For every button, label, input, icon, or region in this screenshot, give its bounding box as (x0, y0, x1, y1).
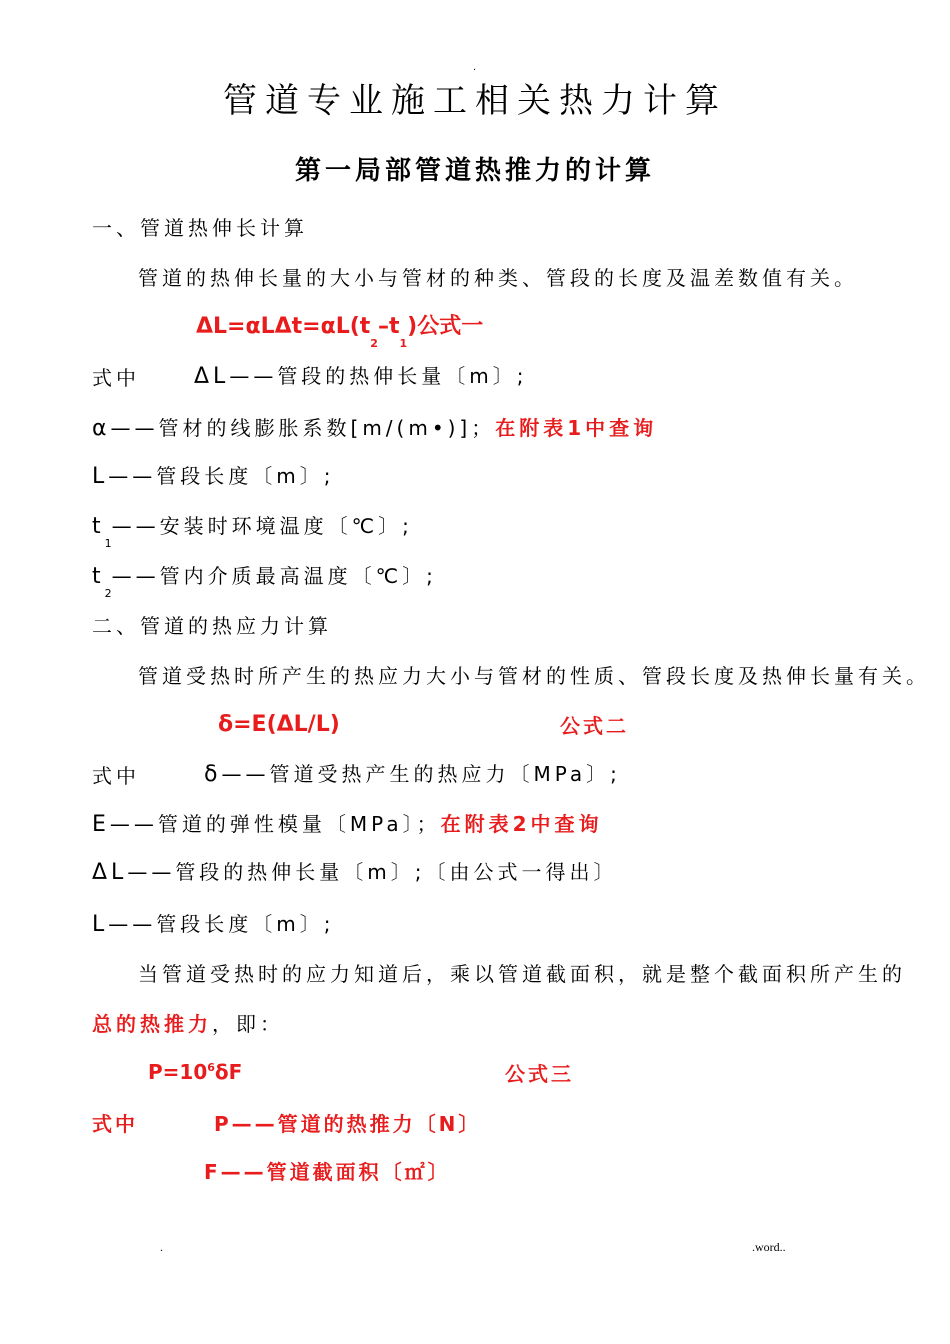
paragraph-total-thrust-cont (92, 1014, 284, 1034)
formula-1-minus: –t (377, 314, 400, 339)
formula-2-label: 公式二 (560, 714, 629, 738)
formula-1-sub2: 2 (370, 337, 378, 350)
footer-left: . (160, 1240, 163, 1254)
section1-heading: 一、管道热伸长计算 (92, 216, 308, 240)
total-thrust-tail: ，即： (212, 1012, 284, 1036)
alpha-symbol: α (92, 416, 111, 441)
alpha-note: 在附表1中查询 (495, 416, 658, 440)
delta-l-desc-2: ——管段的热伸长量〔m〕;〔由公式一得出〕 (127, 860, 618, 884)
alpha-desc: ——管材的线膨胀系数[m/(m•)]； (110, 416, 496, 440)
paragraph-total-thrust: 当管道受热时的应力知道后，乘以管道截面积，就是整个截面积所产生的 (138, 962, 906, 986)
formula-3-b: δF (214, 1060, 243, 1084)
delta-symbol: δ (204, 762, 222, 787)
footer-right: .word.. (752, 1240, 786, 1254)
l-symbol-2: L (92, 912, 109, 937)
total-thrust-highlight: 总的热推力 (92, 1012, 212, 1036)
t2-symbol: t (92, 564, 105, 589)
t1-symbol: t (92, 514, 105, 539)
t1-subscript: 1 (104, 537, 112, 550)
formula-3 (148, 1062, 242, 1082)
f-definition: F——管道截面积〔㎡〕 (204, 1160, 451, 1184)
page-title: 管道专业施工相关热力计算 (223, 81, 727, 121)
alpha-definition (92, 418, 657, 440)
delta-l-definition-2 (92, 862, 618, 884)
t2-definition (92, 564, 437, 600)
l-definition-1 (92, 466, 335, 488)
e-desc: ——管道的弹性模量〔MPa〕； (109, 812, 441, 836)
where-label-1: 式中 (92, 366, 140, 390)
formula-1 (196, 314, 484, 350)
l-definition-2 (92, 914, 335, 936)
header-dot: . (473, 62, 477, 73)
l-desc-1: ——管段长度〔m〕; (108, 464, 335, 488)
where-label-2: 式中 (92, 764, 140, 788)
formula-3-a: P=10 (148, 1060, 208, 1084)
e-note: 在附表2中查询 (440, 812, 603, 836)
delta-desc: ——管道受热产生的热应力〔MPa〕; (221, 762, 621, 786)
formula-3-sup: 6 (207, 1061, 215, 1074)
p-definition: P——管道的热推力〔N〕 (214, 1112, 482, 1136)
section-title: 第一局部管道热推力的计算 (294, 156, 655, 186)
t2-subscript: 2 (104, 587, 112, 600)
section2-intro: 管道受热时所产生的热应力大小与管材的性质、管段长度及热伸长量有关。 (138, 664, 930, 688)
section1-intro: 管道的热伸长量的大小与管材的种类、管段的长度及温差数值有关。 (138, 266, 858, 290)
delta-l-symbol: ΔL (194, 364, 230, 389)
l-desc-2: ——管段长度〔m〕; (108, 912, 335, 936)
t1-desc: ——安装时环境温度〔℃〕; (111, 514, 413, 538)
e-symbol: E (92, 812, 110, 837)
l-symbol-1: L (92, 464, 109, 489)
formula-1-part1: ΔL=αLΔt=αL(t (196, 314, 371, 339)
formula-1-part2: )公式一 (407, 314, 484, 339)
e-definition (92, 814, 603, 836)
formula-3-label: 公式三 (505, 1062, 574, 1086)
formula-1-sub1: 1 (399, 337, 408, 350)
formula-2: δ=E(ΔL/L) (218, 712, 340, 737)
t1-definition (92, 514, 413, 550)
delta-l-symbol-2: ΔL (92, 860, 128, 885)
delta-definition (204, 764, 621, 786)
section2-heading: 二、管道的热应力计算 (92, 614, 332, 638)
where-label-3: 式中 (92, 1112, 138, 1136)
t2-desc: ——管内介质最高温度〔℃〕; (111, 564, 437, 588)
delta-l-definition (194, 366, 528, 388)
delta-l-desc: ——管段的热伸长量〔m〕; (229, 364, 528, 388)
